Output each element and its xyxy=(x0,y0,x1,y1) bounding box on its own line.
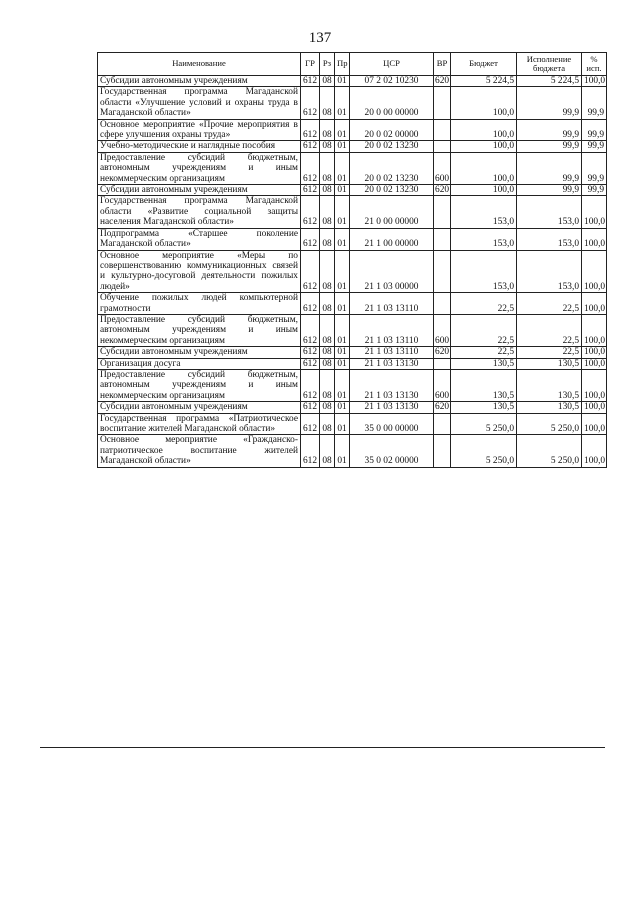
cell-rz: 08 xyxy=(320,196,335,228)
cell-name: Государственная программа Магаданской области «Развитие социальной защиты населения Магаданской области» xyxy=(98,196,301,228)
cell-budget: 100,0 xyxy=(451,141,517,152)
cell-vr xyxy=(434,293,451,315)
table-row xyxy=(98,369,607,401)
cell-percent: 100,0 xyxy=(582,314,607,346)
cell-vr: 620 xyxy=(435,76,450,86)
cell-csr: 35 0 02 00000 xyxy=(350,435,434,467)
header-execution: Исполнение бюджета xyxy=(517,53,582,76)
cell-budget: 100,0 xyxy=(451,87,517,119)
cell-execution: 22,5 xyxy=(517,314,582,346)
cell-rz: 08 xyxy=(320,314,335,346)
cell-pr: 01 xyxy=(335,369,350,401)
cell-percent: 100,0 xyxy=(582,293,607,315)
cell-csr: 21 1 03 13130 xyxy=(350,358,434,369)
cell-gr: 612 xyxy=(301,250,320,293)
cell-budget: 5 224,5 xyxy=(451,76,517,87)
cell-percent: 99,9 xyxy=(582,141,607,152)
cell-percent: 99,9 xyxy=(582,87,607,119)
cell-execution: 99,9 xyxy=(517,119,582,141)
table-row xyxy=(98,413,607,435)
cell-budget: 100,0 xyxy=(451,185,517,196)
cell-gr: 612 xyxy=(301,314,320,346)
cell-vr xyxy=(434,87,451,119)
cell-name: Субсидии автономным учреждениям xyxy=(98,402,301,413)
cell-gr: 612 xyxy=(301,141,320,152)
cell-budget: 22,5 xyxy=(451,314,517,346)
cell-pr: 01 xyxy=(335,119,350,141)
cell-budget: 100,0 xyxy=(451,119,517,141)
table-row xyxy=(98,358,607,369)
cell-csr: 21 1 00 00000 xyxy=(350,228,434,250)
header-pr: Пр xyxy=(335,53,350,76)
cell-execution: 130,5 xyxy=(517,358,582,369)
cell-csr: 20 0 02 00000 xyxy=(350,119,434,141)
cell-gr: 612 xyxy=(301,119,320,141)
cell-execution: 5 250,0 xyxy=(517,413,582,435)
cell-csr: 20 0 02 13230 xyxy=(350,141,434,152)
cell-execution: 5 224,5 xyxy=(517,76,582,87)
bottom-rule xyxy=(40,747,605,748)
cell-name: Предоставление субсидий бюджетным, автономным учреждениям и иным некоммерческим организациям xyxy=(98,369,301,401)
cell-rz: 08 xyxy=(320,228,335,250)
cell-pr: 01 xyxy=(335,185,350,196)
cell-budget: 5 250,0 xyxy=(451,435,517,467)
cell-gr: 612 xyxy=(301,152,320,184)
cell-rz: 08 xyxy=(320,413,335,435)
cell-pr: 01 xyxy=(335,228,350,250)
cell-csr: 21 1 03 13110 xyxy=(350,293,434,315)
cell-vr xyxy=(434,435,451,467)
cell-execution: 99,9 xyxy=(517,152,582,184)
table-row xyxy=(98,87,607,119)
cell-pr: 01 xyxy=(335,314,350,346)
cell-name: Учебно-методические и наглядные пособия xyxy=(98,141,301,152)
cell-gr: 612 xyxy=(301,76,320,87)
cell-vr: 620 xyxy=(435,347,450,358)
table-row xyxy=(98,185,607,196)
cell-budget: 100,0 xyxy=(451,152,517,184)
cell-execution: 99,9 xyxy=(517,185,582,196)
cell-vr xyxy=(434,228,451,250)
budget-table xyxy=(97,52,607,468)
cell-pr: 01 xyxy=(335,141,350,152)
cell-percent: 100,0 xyxy=(582,413,607,435)
cell-vr xyxy=(434,413,451,435)
cell-budget: 130,5 xyxy=(451,402,517,413)
cell-rz: 08 xyxy=(320,152,335,184)
cell-percent: 100,0 xyxy=(582,358,607,369)
table-header-row xyxy=(98,53,607,76)
cell-pr: 01 xyxy=(335,402,350,413)
cell-vr xyxy=(434,141,451,152)
cell-percent: 99,9 xyxy=(582,152,607,184)
table-body xyxy=(98,76,607,468)
cell-name: Предоставление субсидий бюджетным, автономным учреждениям и иным некоммерческим организациям xyxy=(98,314,301,346)
cell-percent: 100,0 xyxy=(582,369,607,401)
cell-name: Государственная программа Магаданской области «Улучшение условий и охраны труда в Магаданской области» xyxy=(98,87,301,119)
cell-vr: 620 xyxy=(435,402,450,413)
cell-execution: 153,0 xyxy=(517,228,582,250)
cell-percent: 100,0 xyxy=(582,76,607,87)
cell-name: Подпрограмма «Старшее поколение Магаданской области» xyxy=(98,228,301,250)
table-row xyxy=(98,196,607,228)
table-row xyxy=(98,141,607,152)
cell-csr: 20 0 02 13230 xyxy=(350,185,434,196)
cell-rz: 08 xyxy=(320,435,335,467)
header-budget: Бюджет xyxy=(451,53,517,76)
cell-name: Основное мероприятие «Гражданско-патриотическое воспитание жителей Магаданской области» xyxy=(98,435,301,467)
cell-gr: 612 xyxy=(301,347,320,358)
cell-percent: 99,9 xyxy=(582,185,607,196)
cell-percent: 100,0 xyxy=(582,402,607,413)
cell-gr: 612 xyxy=(301,196,320,228)
cell-rz: 08 xyxy=(320,369,335,401)
cell-name: Государственная программа «Патриотическое воспитание жителей Магаданской области» xyxy=(98,413,301,435)
table-row xyxy=(98,347,607,358)
table-row xyxy=(98,119,607,141)
cell-execution: 99,9 xyxy=(517,141,582,152)
header-vr: ВР xyxy=(434,53,451,76)
cell-pr: 01 xyxy=(335,293,350,315)
header-percent: % исп. xyxy=(582,53,607,76)
cell-csr: 35 0 00 00000 xyxy=(350,413,434,435)
table-row xyxy=(98,435,607,467)
cell-execution: 99,9 xyxy=(517,87,582,119)
cell-name: Основное мероприятие «Прочие мероприятия в сфере улучшения охраны труда» xyxy=(98,119,301,141)
table-row xyxy=(98,250,607,293)
cell-pr: 01 xyxy=(335,152,350,184)
cell-csr: 21 1 03 13110 xyxy=(350,347,434,358)
cell-csr: 20 0 02 13230 xyxy=(350,152,434,184)
cell-name: Организация досуга xyxy=(98,358,301,369)
table-row xyxy=(98,402,607,413)
cell-execution: 22,5 xyxy=(517,347,582,358)
cell-pr: 01 xyxy=(335,347,350,358)
cell-budget: 22,5 xyxy=(451,347,517,358)
cell-vr: 620 xyxy=(435,185,450,196)
cell-pr: 01 xyxy=(335,87,350,119)
cell-rz: 08 xyxy=(320,358,335,369)
cell-rz: 08 xyxy=(320,185,335,196)
table-row xyxy=(98,76,607,87)
cell-execution: 130,5 xyxy=(517,402,582,413)
cell-csr: 21 1 03 13130 xyxy=(350,402,434,413)
cell-rz: 08 xyxy=(320,293,335,315)
cell-rz: 08 xyxy=(320,141,335,152)
cell-pr: 01 xyxy=(335,435,350,467)
header-rz: Рз xyxy=(320,53,335,76)
cell-pr: 01 xyxy=(335,413,350,435)
cell-gr: 612 xyxy=(301,435,320,467)
cell-pr: 01 xyxy=(335,76,350,87)
cell-csr: 21 1 03 00000 xyxy=(350,250,434,293)
table-row xyxy=(98,314,607,346)
cell-gr: 612 xyxy=(301,369,320,401)
cell-percent: 99,9 xyxy=(582,119,607,141)
table-row xyxy=(98,228,607,250)
cell-percent: 100,0 xyxy=(582,196,607,228)
cell-vr xyxy=(434,196,451,228)
cell-budget: 153,0 xyxy=(451,228,517,250)
cell-percent: 100,0 xyxy=(582,435,607,467)
cell-pr: 01 xyxy=(335,358,350,369)
cell-budget: 153,0 xyxy=(451,250,517,293)
cell-csr: 21 0 00 00000 xyxy=(350,196,434,228)
cell-name: Субсидии автономным учреждениям xyxy=(98,347,301,358)
cell-budget: 22,5 xyxy=(451,293,517,315)
header-gr: ГР xyxy=(301,53,320,76)
cell-gr: 612 xyxy=(301,293,320,315)
cell-pr: 01 xyxy=(335,196,350,228)
page-number: 137 xyxy=(308,30,332,46)
cell-execution: 153,0 xyxy=(517,250,582,293)
cell-budget: 130,5 xyxy=(451,358,517,369)
cell-vr xyxy=(434,250,451,293)
cell-gr: 612 xyxy=(301,185,320,196)
cell-csr: 21 1 03 13130 xyxy=(350,369,434,401)
cell-name: Обучение пожилых людей компьютерной грамотности xyxy=(98,293,301,315)
table-row xyxy=(98,152,607,184)
cell-vr: 600 xyxy=(434,369,451,401)
cell-execution: 5 250,0 xyxy=(517,435,582,467)
cell-execution: 153,0 xyxy=(517,196,582,228)
cell-name: Субсидии автономным учреждениям xyxy=(98,185,301,196)
cell-percent: 100,0 xyxy=(582,228,607,250)
cell-rz: 08 xyxy=(320,119,335,141)
cell-csr: 21 1 03 13110 xyxy=(350,314,434,346)
cell-name: Основное мероприятие «Меры по совершенствованию коммуникационных связей и культурно-досуговой деятельности пожилых людей» xyxy=(98,250,301,293)
cell-percent: 100,0 xyxy=(582,347,607,358)
header-csr: ЦСР xyxy=(350,53,434,76)
cell-vr: 600 xyxy=(434,314,451,346)
cell-rz: 08 xyxy=(320,87,335,119)
cell-rz: 08 xyxy=(320,250,335,293)
cell-gr: 612 xyxy=(301,358,320,369)
cell-rz: 08 xyxy=(320,402,335,413)
cell-gr: 612 xyxy=(301,402,320,413)
cell-rz: 08 xyxy=(320,76,335,87)
cell-gr: 612 xyxy=(301,87,320,119)
cell-rz: 08 xyxy=(320,347,335,358)
cell-budget: 153,0 xyxy=(451,196,517,228)
cell-percent: 100,0 xyxy=(582,250,607,293)
cell-budget: 5 250,0 xyxy=(451,413,517,435)
cell-gr: 612 xyxy=(301,228,320,250)
cell-csr: 07 2 02 10230 xyxy=(350,76,434,87)
cell-execution: 130,5 xyxy=(517,369,582,401)
cell-pr: 01 xyxy=(335,250,350,293)
cell-name: Субсидии автономным учреждениям xyxy=(98,76,301,87)
cell-vr xyxy=(434,358,451,369)
cell-execution: 22,5 xyxy=(517,293,582,315)
cell-gr: 612 xyxy=(301,413,320,435)
cell-csr: 20 0 00 00000 xyxy=(350,87,434,119)
cell-budget: 130,5 xyxy=(451,369,517,401)
header-name: Наименование xyxy=(98,53,301,76)
cell-vr xyxy=(434,119,451,141)
table-row xyxy=(98,293,607,315)
cell-name: Предоставление субсидий бюджетным, автономным учреждениям и иным некоммерческим организациям xyxy=(98,152,301,184)
cell-vr: 600 xyxy=(434,152,451,184)
